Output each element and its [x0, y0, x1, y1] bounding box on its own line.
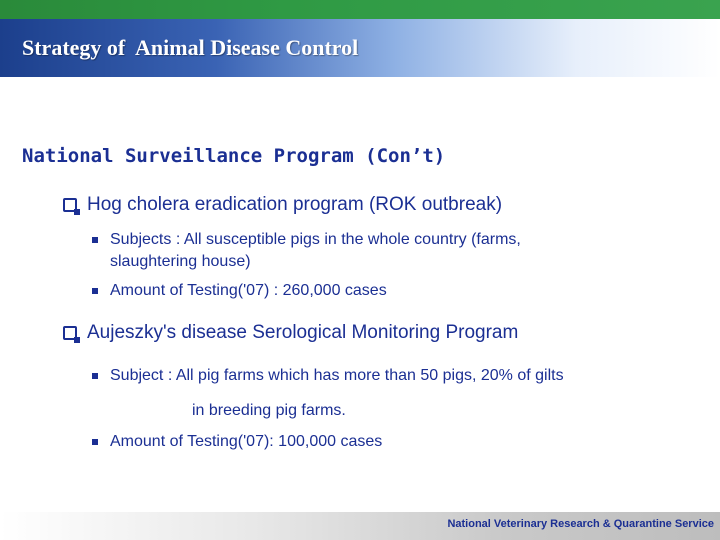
- sub-bullet-continuation: [192, 400, 346, 422]
- footer-bar: [0, 512, 720, 540]
- small-square-icon: [92, 439, 98, 445]
- small-square-icon: [92, 237, 98, 243]
- slide-title: Strategy of Animal Disease Control: [22, 35, 359, 60]
- sub-bullet-line: Subject : All pig farms which has more than 50 pigs, 20% of gilts: [110, 367, 564, 384]
- bullet-aujeszky: [63, 322, 518, 344]
- sub-bullet-amount-testing: [92, 280, 387, 302]
- sub-bullet-line: Subjects : All susceptible pigs in the whole country (farms,: [110, 231, 521, 248]
- top-green-strip: [0, 0, 720, 19]
- small-square-icon: [92, 288, 98, 294]
- sub-bullet-amount-testing: [92, 431, 382, 453]
- checkbox-square-icon: [63, 326, 77, 340]
- bullet-text: Aujeszky's disease Serological Monitoring Program: [87, 322, 519, 343]
- sub-bullet-line: Amount of Testing('07) : 260,000 cases: [110, 282, 387, 299]
- section-heading: National Surveillance Program (Con’t): [22, 145, 446, 167]
- bullet-text: Hog cholera eradication program (ROK outbreak): [87, 194, 503, 215]
- sub-bullet-line: in breeding pig farms.: [192, 402, 346, 419]
- footer-organization: National Veterinary Research & Quarantine Service: [447, 518, 714, 530]
- sub-bullet-subjects: [92, 229, 521, 273]
- bullet-hog-cholera: [63, 194, 502, 216]
- sub-bullet-subject: [92, 365, 564, 387]
- small-square-icon: [92, 373, 98, 379]
- sub-bullet-line: slaughtering house): [110, 253, 251, 270]
- title-bar: [0, 19, 720, 77]
- sub-bullet-line: Amount of Testing('07): 100,000 cases: [110, 433, 383, 450]
- checkbox-square-icon: [63, 198, 77, 212]
